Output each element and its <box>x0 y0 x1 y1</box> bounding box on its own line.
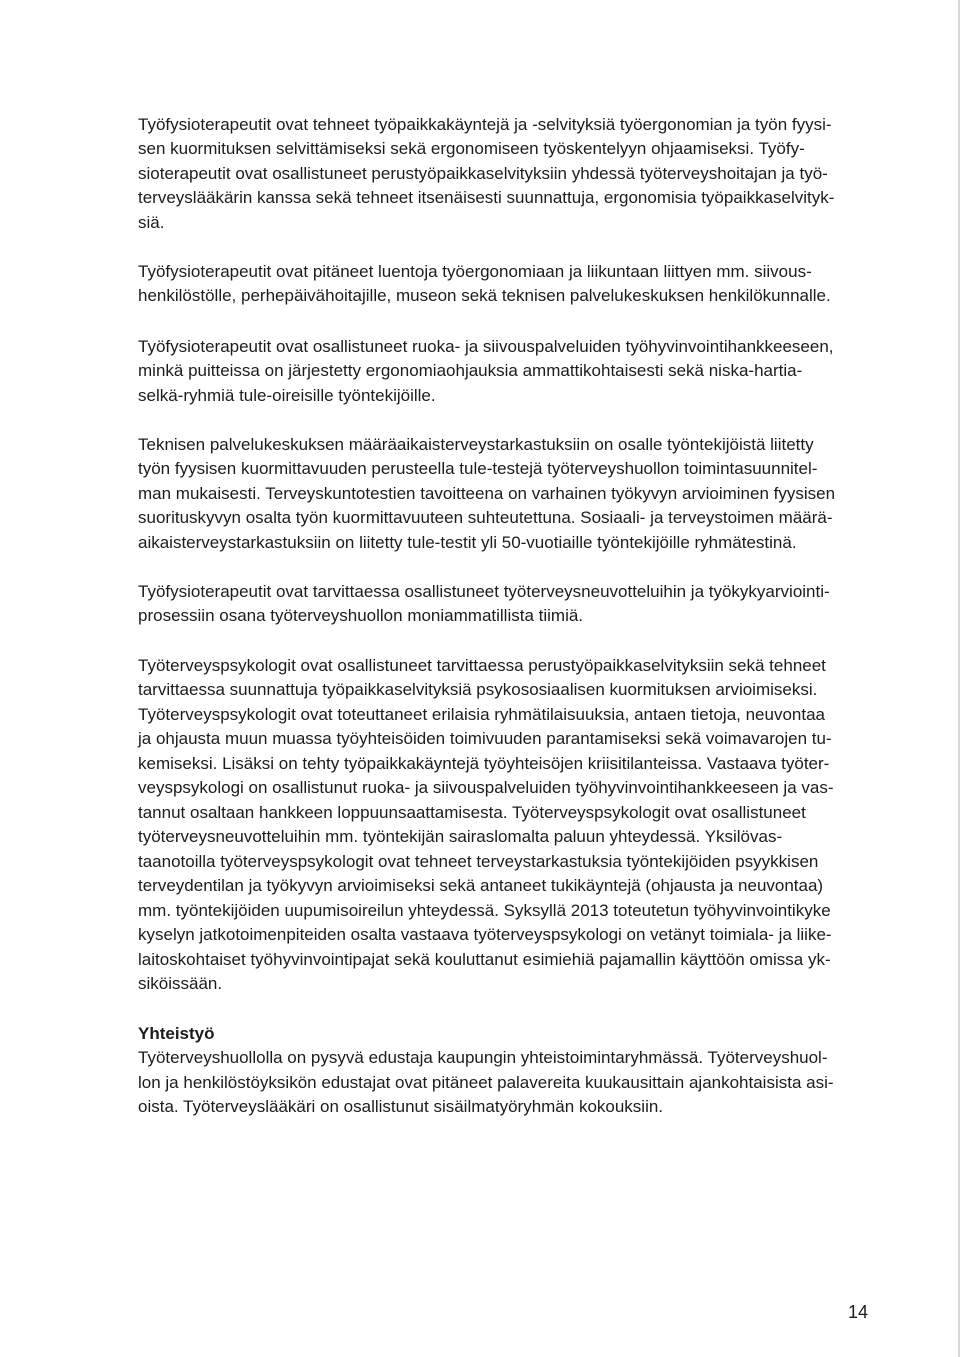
text-line: taanotoilla työterveyspsykologit ovat tehneet terveystarkastuksia työntekijöiden psyykkisen <box>138 852 819 871</box>
text-line: Työfysioterapeutit ovat pitäneet luentoja työergonomiaan ja liikuntaan liittyen mm. siivous- <box>138 262 812 281</box>
text-line: siköissään. <box>138 974 223 993</box>
text-line: Työterveyspsykologit ovat osallistuneet tarvittaessa perustyöpaikkaselvityksiin sekä tehneet <box>138 656 826 675</box>
text-line: Työfysioterapeutit ovat osallistuneet ruoka- ja siivouspalveluiden työhyvinvointihankkeeseen, <box>138 337 834 356</box>
text-line: henkilöstölle, perhepäivähoitajille, museon sekä teknisen palvelukeskuksen henkilökunnalle. <box>138 286 831 305</box>
text-line: oista. Työterveyslääkäri on osallistunut sisäilmatyöryhmän kokouksiin. <box>138 1097 664 1116</box>
text-line: man mukaisesti. Terveyskuntotestien tavoitteena on varhainen työkyvyn arvioiminen fyysisen <box>138 484 836 503</box>
text-line: tannut osaltaan hankkeen loppuunsaattamisesta. Työterveyspsykologit ovat osallistuneet <box>138 803 806 822</box>
text-line: veyspsykologi on osallistunut ruoka- ja siivouspalveluiden työhyvinvointihankkeeseen ja vas- <box>138 778 834 797</box>
text-line: prosessiin osana työterveyshuollon moniammatillista tiimiä. <box>138 606 584 625</box>
text-line: Työfysioterapeutit ovat tehneet työpaikkakäyntejä ja -selvityksiä työergonomian ja työn fyysi- <box>138 115 832 134</box>
text-line: Työterveyspsykologit ovat toteuttaneet erilaisia ryhmätilaisuuksia, antaen tietoja, neuvontaa <box>138 705 826 724</box>
text-line: aikaisterveystarkastuksiin on liitetty tule-testit yli 50-vuotiaille työntekijöille ryhmätestinä. <box>138 533 797 552</box>
text-line: lon ja henkilöstöyksikön edustajat ovat pitäneet palavereita kuukausittain ajankohtaisista asi- <box>138 1073 834 1092</box>
text-line: laitoskohtaiset työhyvinvointipajat sekä kouluttanut esimiehiä pajamallin käyttöön omissa yk- <box>138 950 831 969</box>
page-number: 14 <box>848 1302 869 1322</box>
text-line: siä. <box>138 213 165 232</box>
text-line: mm. työntekijöiden uupumisoireilun yhteydessä. Syksyllä 2013 toteutetun työhyvinvointikyke <box>138 901 831 920</box>
text-line: Teknisen palvelukeskuksen määräaikaisterveystarkastuksiin on osalle työntekijöistä liitetty <box>138 435 814 454</box>
text-line: työterveysneuvotteluihin mm. työntekijän sairaslomalta paluun yhteydessä. Yksilövas- <box>138 827 783 846</box>
text-line: kyselyn jatkotoimenpiteiden osalta vastaava työterveyspsykologi on vetänyt toimiala- ja liike- <box>138 925 832 944</box>
text-line: suorituskyvyn osalta työn kuormittavuuteen suhteutettuna. Sosiaali- ja terveystoimen määrä- <box>138 508 833 527</box>
section-heading: Yhteistyö <box>138 1024 215 1043</box>
text-line: Työterveyshuollolla on pysyvä edustaja kaupungin yhteistoimintaryhmässä. Työterveyshuol- <box>138 1048 828 1067</box>
text-line: minkä puitteissa on järjestetty ergonomiaohjauksia ammattikohtaisesti sekä niska-hartia- <box>138 361 803 380</box>
text-line: terveyslääkärin kanssa sekä tehneet itsenäisesti suunnattuja, ergonomisia työpaikkaselvityk- <box>138 188 835 207</box>
text-line: Työfysioterapeutit ovat tarvittaessa osallistuneet työterveysneuvotteluihin ja työkykyarviointi- <box>138 582 830 601</box>
text-line: työn fyysisen kuormittavuuden perusteella tule-testejä työterveyshuollon toimintasuunnitel- <box>138 459 818 478</box>
text-line: kemiseksi. Lisäksi on tehty työpaikkakäyntejä työyhteisöjen kriisitilanteissa. Vastaava työter- <box>138 754 830 773</box>
text-line: ja ohjausta muun muassa työyhteisöiden toimivuuden parantamiseksi sekä voimavarojen tu- <box>138 729 832 748</box>
text-line: terveydentilan ja työkyvyn arvioimiseksi sekä antaneet tukikäyntejä (ohjausta ja neuvontaa) <box>138 876 824 895</box>
text-line: selkä-ryhmiä tule-oireisille työntekijöille. <box>138 386 436 405</box>
text-line: tarvittaessa suunnattuja työpaikkaselvityksiä psykososiaalisen kuormituksen arvioimiseksi. <box>138 680 818 699</box>
text-line: sioterapeutit ovat osallistuneet perustyöpaikkaselvityksiin yhdessä työterveyshoitajan ja työ- <box>138 164 828 183</box>
text-line: sen kuormituksen selvittämiseksi sekä ergonomiseen työskentelyyn ohjaamiseksi. Työfy- <box>138 139 805 158</box>
